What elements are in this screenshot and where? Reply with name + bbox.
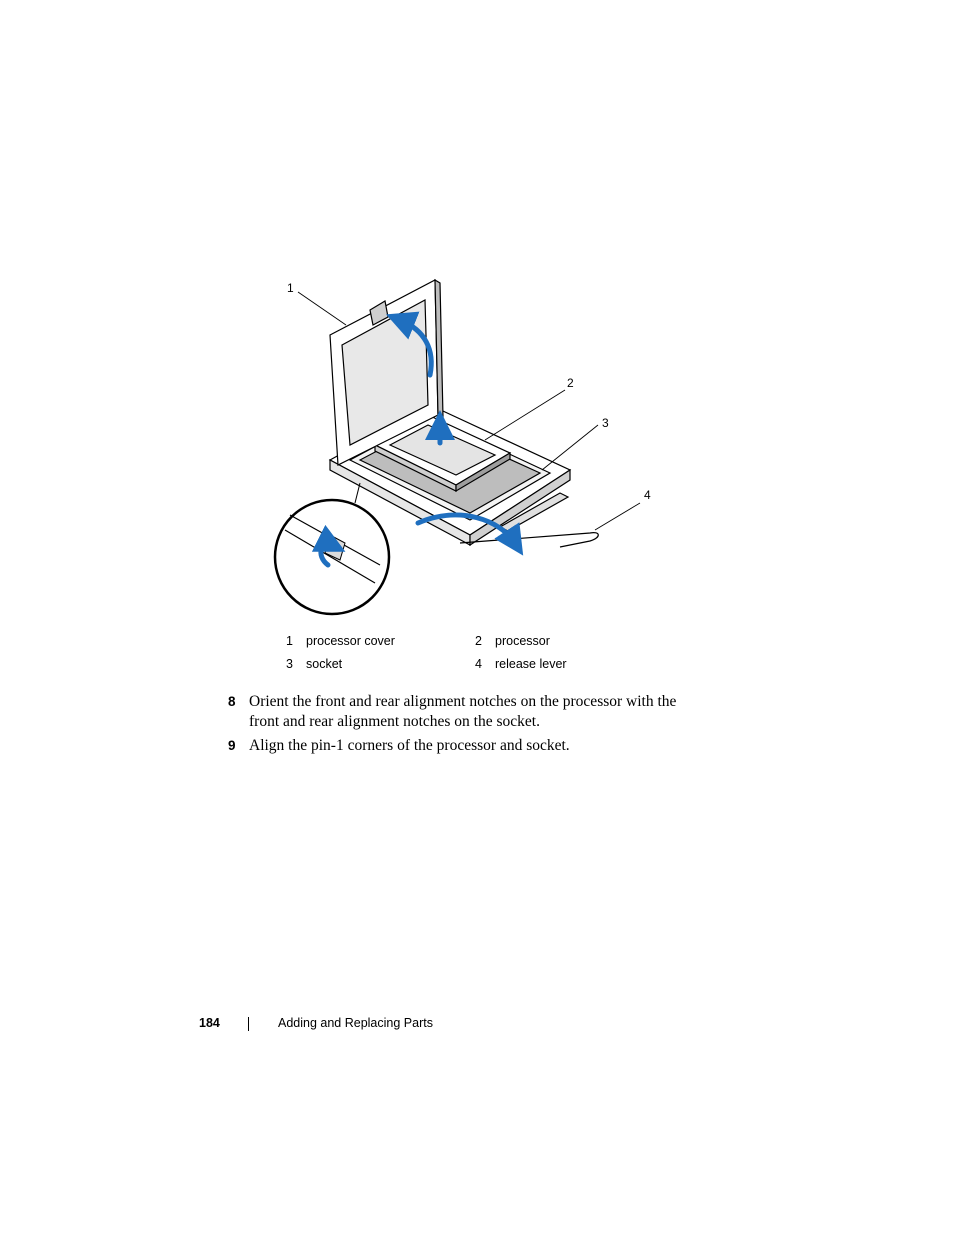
legend-row [286, 634, 606, 657]
callout-4: 4 [644, 488, 651, 502]
callout-2: 2 [567, 376, 574, 390]
legend-number: 1 [286, 634, 293, 648]
step-8 [228, 692, 698, 731]
procedure-steps [228, 692, 698, 761]
figure-legend [286, 634, 606, 680]
inset-detail [275, 483, 389, 614]
footer-divider [248, 1017, 249, 1031]
callout-3: 3 [602, 416, 609, 430]
step-text: Align the pin-1 corners of the processor and socket. [249, 737, 570, 754]
legend-label: socket [306, 657, 343, 671]
legend-label: processor cover [306, 634, 395, 648]
step-number: 8 [228, 694, 236, 709]
step-text: Orient the front and rear alignment notches on the processor with the front and rear alignment notches on the socket. [249, 693, 677, 730]
legend-number: 4 [475, 657, 482, 671]
legend-row [286, 657, 606, 680]
step-9 [228, 736, 698, 756]
legend-number: 2 [475, 634, 482, 648]
page-number: 184 [199, 1016, 220, 1030]
processor-socket-illustration [260, 265, 680, 625]
section-title: Adding and Replacing Parts [278, 1016, 433, 1030]
legend-label: processor [495, 634, 550, 648]
legend-number: 3 [286, 657, 293, 671]
step-number: 9 [228, 738, 236, 753]
legend-label: release lever [495, 657, 567, 671]
callout-1: 1 [287, 281, 294, 295]
